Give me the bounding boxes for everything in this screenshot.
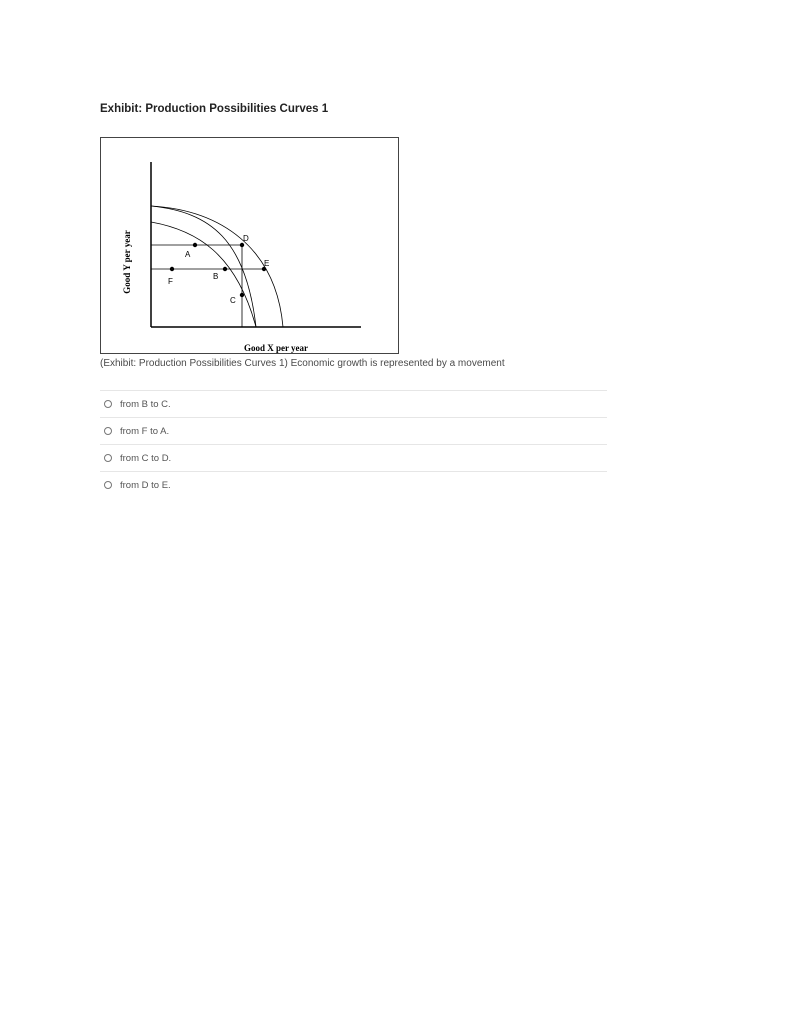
question-text: (Exhibit: Production Possibilities Curves 1) Economic growth is represented by a movement bbox=[100, 358, 505, 369]
answer-option-4[interactable] bbox=[100, 471, 607, 498]
inner-ppc-curve bbox=[151, 206, 256, 327]
point-label-f: F bbox=[168, 277, 173, 286]
ppc-diagram bbox=[101, 138, 400, 355]
option-label: from F to A. bbox=[120, 425, 170, 437]
option-label: from C to D. bbox=[120, 452, 172, 464]
radio-button-icon[interactable] bbox=[104, 481, 112, 489]
exhibit-title: Exhibit: Production Possibilities Curves 1 bbox=[100, 103, 329, 115]
point-label-e: E bbox=[264, 259, 270, 268]
radio-button-icon[interactable] bbox=[104, 400, 112, 408]
answer-option-1[interactable] bbox=[100, 390, 607, 417]
answer-options bbox=[100, 390, 607, 498]
y-axis-label: Good Y per year bbox=[122, 230, 132, 294]
point-label-d: D bbox=[243, 234, 249, 243]
option-label: from D to E. bbox=[120, 479, 171, 491]
ppc-figure bbox=[100, 137, 399, 354]
radio-button-icon[interactable] bbox=[104, 427, 112, 435]
point-label-a: A bbox=[185, 250, 191, 259]
point-label-b: B bbox=[213, 272, 219, 281]
point-c bbox=[240, 293, 244, 297]
x-axis-label: Good X per year bbox=[243, 343, 309, 353]
option-label: from B to C. bbox=[120, 398, 171, 410]
point-label-c: C bbox=[230, 296, 236, 305]
point-a bbox=[193, 243, 197, 247]
point-b bbox=[223, 267, 227, 271]
point-f bbox=[170, 267, 174, 271]
radio-button-icon[interactable] bbox=[104, 454, 112, 462]
answer-option-3[interactable] bbox=[100, 444, 607, 471]
answer-option-2[interactable] bbox=[100, 417, 607, 444]
point-d bbox=[240, 243, 244, 247]
